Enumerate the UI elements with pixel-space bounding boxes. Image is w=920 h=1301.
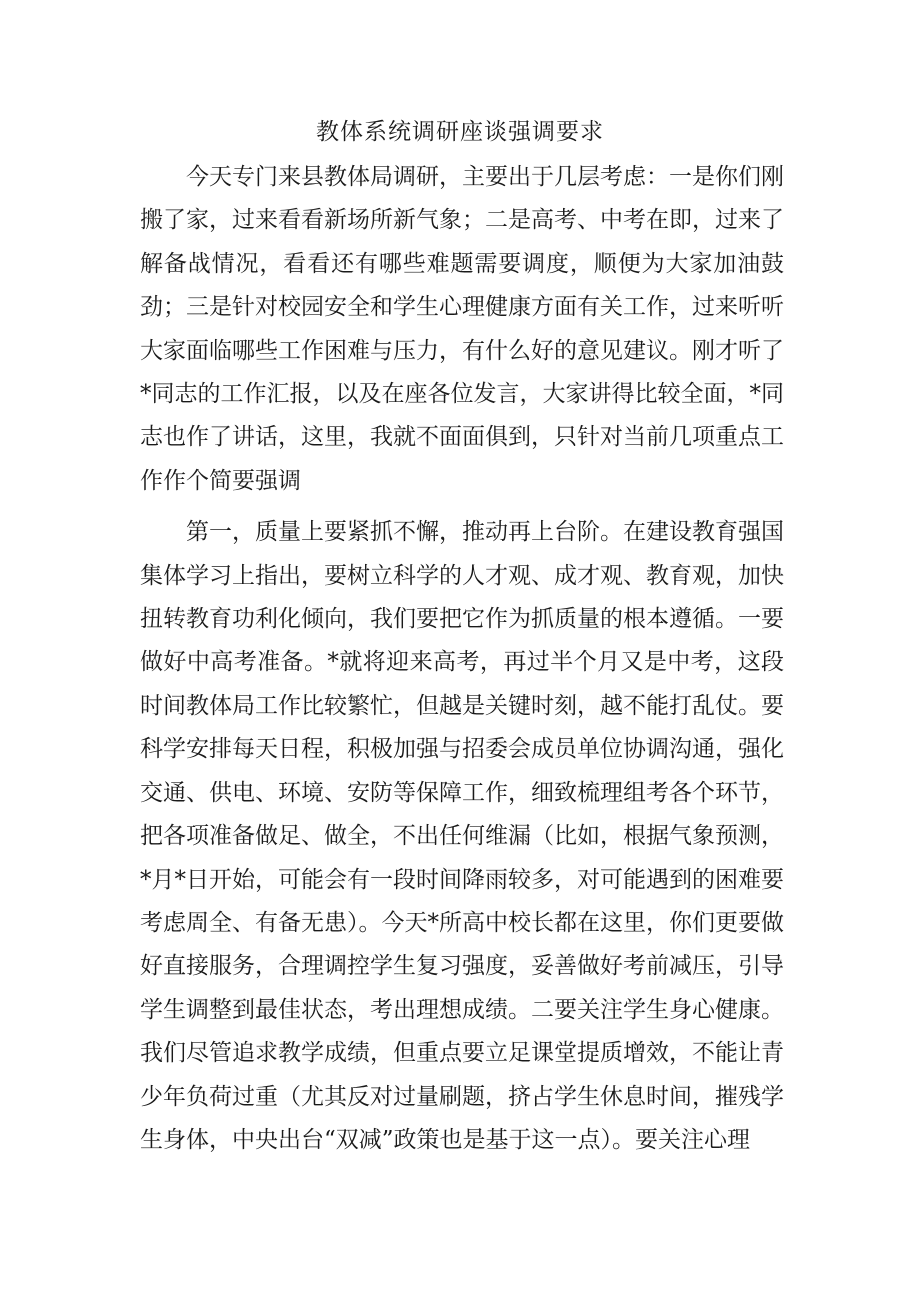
paragraph-quality: 第一，质量上要紧抓不懈，推动再上台阶。在建设教育强国集体学习上指出，要树立科学的人才观、成才观、教育观，加快扭转教育功利化倾向，我们要把它作为抓质量的根本遵循。一要做好中高考准备。*就将迎来高考，再过半个月又是中考，这段时间教体局工作比较繁忙，但越是关键时刻，越不能打乱仗。要科学安排每天日程，积极加强与招委会成员单位协调沟通，强化交通、供电、环境、安防等保障工作，细致梳理组考各个环节，把各项准备做足、做全，不出任何维漏（比如，根据气象预测，*月*日开始，可能会有一段时间降雨较多，对可能遇到的困难要考虑周全、有备无患）。今天*所高中校长都在这里，你们更要做好直接服务，合理调控学生复习强度，妥善做好考前减压，引导学生调整到最佳状态，考出理想成绩。二要关注学生身心健康。我们尽管追求教学成绩，但重点要立足课堂提质增效，不能让青少年负荷过重（尤其反对过量刷题，挤占学生休息时间，摧残学生身体，中央出台“双减”政策也是基于这一点）。要关注心理	[140, 519, 784, 1153]
paragraph-intro: 今天专门来县教体局调研，主要出于几层考虑：一是你们刚搬了家，过来看看新场所新气象；二是高考、中考在即，过来了解备战情况，看看还有哪些难题需要调度，顺便为大家加油鼓劲；三是针对校园安全和学生心理健康方面有关工作，过来听听大家面临哪些工作困难与压力，有什么好的意见建议。刚才听了*同志的工作汇报，以及在座各位发言，大家讲得比较全面，*同志也作了讲话，这里，我就不面面俱到，只针对当前几项重点工作作个简要强调	[140, 164, 784, 494]
document-title: 教体系统调研座谈强调要求	[316, 119, 604, 145]
document-body	[140, 156, 784, 1162]
